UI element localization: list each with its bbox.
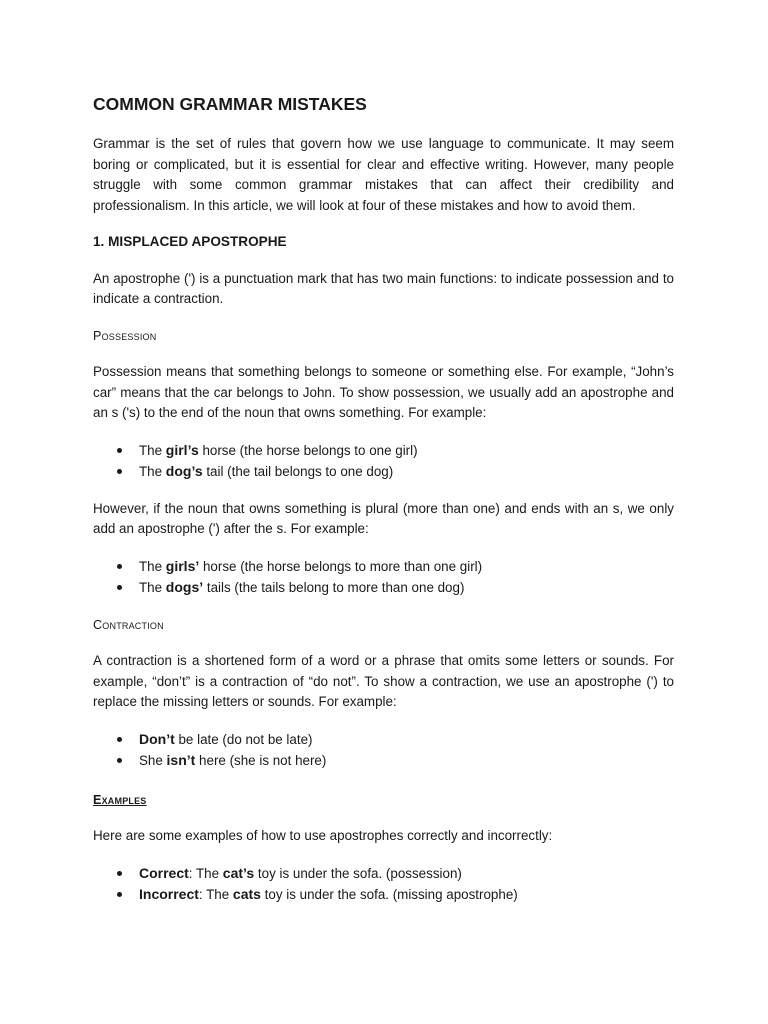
bullet-icon <box>117 737 122 742</box>
bullet-icon <box>117 448 122 453</box>
bullet-icon <box>117 564 122 569</box>
possession-singular-list <box>93 440 674 483</box>
possession-paragraph: Possession means that something belongs to someone or something else. For example, “John’s car” means that the car belongs to John. To show possession, we usually add an apostrophe and an s ('s) to the end of the noun that owns something. For example: <box>93 364 674 420</box>
section-heading-misplaced-apostrophe: 1. MISPLACED APOSTROPHE <box>93 234 287 249</box>
bullet-icon <box>117 469 122 474</box>
bullet-icon <box>117 892 122 897</box>
list-item: The girls’ horse (the horse belongs to more than one girl) <box>93 556 674 578</box>
list-item: Incorrect: The cats toy is under the sofa. (missing apostrophe) <box>93 884 674 906</box>
list-item: Correct: The cat’s toy is under the sofa. (possession) <box>93 863 674 885</box>
document-title: COMMON GRAMMAR MISTAKES <box>93 94 367 114</box>
contraction-paragraph: A contraction is a shortened form of a word or a phrase that omits some letters or sounds. For example, “don’t” is a contraction of “do not”. To show a contraction, we use an apostrophe (') to replace the missing letters or sounds. For example: <box>93 653 674 709</box>
list-item: Don’t be late (do not be late) <box>93 729 674 751</box>
subheading-possession: Possession <box>93 328 157 343</box>
bullet-icon <box>117 758 122 763</box>
subheading-examples: Examples <box>93 792 147 807</box>
examples-paragraph: Here are some examples of how to use apostrophes correctly and incorrectly: <box>93 828 553 843</box>
examples-list <box>93 863 674 906</box>
intro-paragraph: Grammar is the set of rules that govern how we use language to communicate. It may seem boring or complicated, but it is essential for clear and effective writing. However, many people struggle with some common grammar mistakes that can affect their credibility and professionalism. In this article, we will look at four of these mistakes and how to avoid them. <box>93 136 674 213</box>
list-item: The girl’s horse (the horse belongs to one girl) <box>93 440 674 462</box>
possession-plural-list <box>93 556 674 599</box>
subheading-contraction: Contraction <box>93 617 164 632</box>
list-item: The dogs’ tails (the tails belong to more than one dog) <box>93 577 674 599</box>
bullet-icon <box>117 871 122 876</box>
bullet-icon <box>117 585 122 590</box>
contraction-list <box>93 729 674 772</box>
list-item: She isn’t here (she is not here) <box>93 750 674 772</box>
plural-possession-paragraph: However, if the noun that owns something is plural (more than one) and ends with an s, we only add an apostrophe (') after the s. For example: <box>93 500 674 536</box>
list-item: The dog’s tail (the tail belongs to one dog) <box>93 461 674 483</box>
document-page <box>93 92 674 922</box>
apostrophe-intro-paragraph: An apostrophe (') is a punctuation mark that has two main functions: to indicate possession and to indicate a contraction. <box>93 270 674 306</box>
